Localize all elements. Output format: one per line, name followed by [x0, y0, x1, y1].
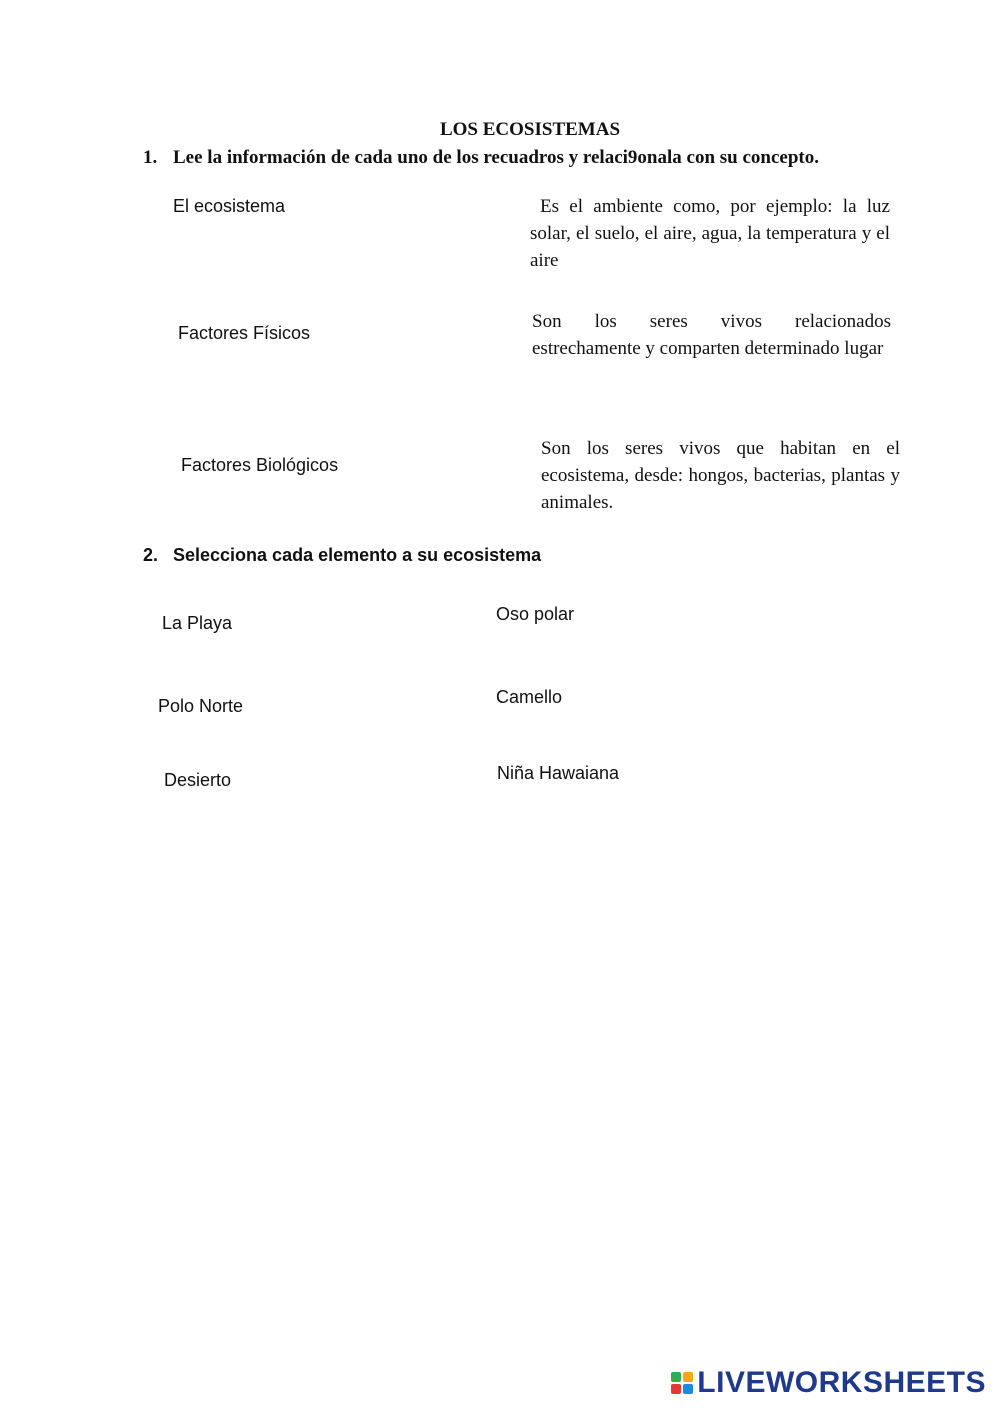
liveworksheets-logo-icon: [671, 1372, 693, 1394]
question-1-number: 1.: [143, 147, 158, 168]
question-2-number: 2.: [143, 545, 159, 565]
concept-ecosistema[interactable]: El ecosistema: [173, 196, 286, 216]
definition-ambiente[interactable]: Es el ambiente como, por ejemplo: la luz solar, el suelo, el aire, agua, la temperatura y el aire: [530, 196, 890, 271]
element-nina-hawaiana[interactable]: Niña Hawaiana: [497, 763, 620, 783]
page-title: LOS ECOSISTEMAS: [439, 119, 621, 140]
logo-square: [683, 1384, 693, 1394]
question-2-instruction: Selecciona cada elemento a su ecosistema: [173, 545, 542, 565]
liveworksheets-logo: [671, 1366, 986, 1400]
question-2: [143, 545, 541, 566]
element-oso-polar[interactable]: Oso polar: [496, 604, 575, 624]
ecosystem-la-playa[interactable]: La Playa: [162, 613, 233, 633]
ecosystem-desierto[interactable]: Desierto: [164, 770, 232, 790]
question-1: [143, 147, 819, 169]
definition-seres-relacionados[interactable]: Son los seres vivos relacionados estrechamente y comparten determinado lugar: [532, 311, 891, 359]
logo-square: [671, 1384, 681, 1394]
question-1-instruction: Lee la información de cada uno de los recuadros y relaci9onala con su concepto.: [173, 147, 819, 168]
concept-factores-biologicos[interactable]: Factores Biológicos: [181, 455, 339, 475]
logo-square: [671, 1372, 681, 1382]
ecosystem-polo-norte[interactable]: Polo Norte: [158, 696, 244, 716]
element-camello[interactable]: Camello: [496, 687, 563, 707]
concept-factores-fisicos[interactable]: Factores Físicos: [178, 323, 311, 343]
definition-seres-habitan[interactable]: Son los seres vivos que habitan en el ecosistema, desde: hongos, bacterias, plantas y animales.: [541, 438, 900, 513]
logo-square: [683, 1372, 693, 1382]
logo-text: LIVEWORKSHEETS: [697, 1366, 986, 1399]
